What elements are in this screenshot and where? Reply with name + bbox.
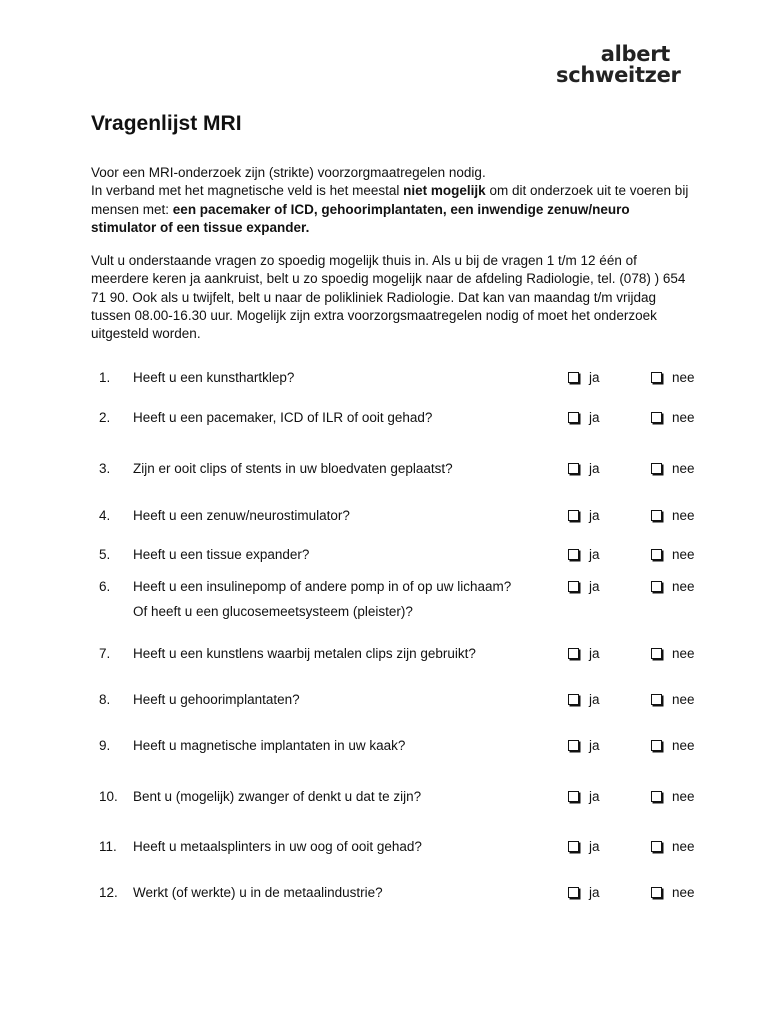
checkbox-nee[interactable]	[651, 841, 662, 852]
checkbox-nee[interactable]	[651, 510, 662, 521]
option-ja[interactable]	[568, 370, 600, 385]
question-number: 11.	[99, 839, 117, 854]
checkbox-ja[interactable]	[568, 791, 579, 802]
checkbox-ja[interactable]	[568, 372, 579, 383]
option-ja[interactable]	[568, 579, 600, 594]
question-number: 8.	[99, 692, 111, 707]
option-label-nee: nee	[672, 547, 695, 562]
checkbox-nee[interactable]	[651, 648, 662, 659]
question-row	[91, 547, 711, 567]
question-row	[91, 885, 711, 905]
option-ja[interactable]	[568, 839, 600, 854]
question-number: 10.	[99, 789, 118, 804]
question-row	[91, 370, 711, 390]
question-number: 6.	[99, 579, 111, 594]
option-ja[interactable]	[568, 508, 600, 523]
checkbox-ja[interactable]	[568, 549, 579, 560]
question-text: Heeft u een kunstlens waarbij metalen clips zijn gebruikt?	[133, 646, 476, 661]
option-label-nee: nee	[672, 370, 695, 385]
checkbox-nee[interactable]	[651, 887, 662, 898]
option-ja[interactable]	[568, 738, 600, 753]
checkbox-ja[interactable]	[568, 581, 579, 592]
checkbox-ja[interactable]	[568, 887, 579, 898]
option-ja[interactable]	[568, 789, 600, 804]
option-label-nee: nee	[672, 508, 695, 523]
question-text: Werkt (of werkte) u in de metaalindustrie?	[133, 885, 383, 900]
question-number: 7.	[99, 646, 111, 661]
question-text: Zijn er ooit clips of stents in uw bloedvaten geplaatst?	[133, 461, 453, 476]
checkbox-ja[interactable]	[568, 740, 579, 751]
option-nee[interactable]	[651, 370, 695, 385]
option-nee[interactable]	[651, 885, 695, 900]
checkbox-nee[interactable]	[651, 581, 662, 592]
checkbox-nee[interactable]	[651, 463, 662, 474]
question-row	[91, 692, 711, 712]
checkbox-ja[interactable]	[568, 510, 579, 521]
instructions-paragraph: Vult u onderstaande vragen zo spoedig mogelijk thuis in. Als u bij de vragen 1 t/m 12 één of meerdere keren ja aankruist, belt u zo spoedig mogelijk naar de afdeling Radiologie, tel. (078) ) 654 71 90. Ook als u twijfelt, belt u naar de polikliniek Radiologie. Dat kan van maandag t/m vrijdag tussen 08.00-16.30 uur. Mogelijk zijn extra voorzorgsmaatregelen nodig of moet het onderzoek uitgesteld worden.	[91, 253, 686, 342]
question-text: Heeft u een zenuw/neurostimulator?	[133, 508, 350, 523]
option-ja[interactable]	[568, 547, 600, 562]
question-text: Heeft u een pacemaker, ICD of ILR of ooit gehad?	[133, 410, 433, 425]
option-nee[interactable]	[651, 410, 695, 425]
checkbox-nee[interactable]	[651, 791, 662, 802]
checkbox-ja[interactable]	[568, 694, 579, 705]
intro-text-b: om dit onderzoek uit te voeren bij mensen met:	[91, 183, 689, 217]
logo-line-1: albert	[600, 42, 670, 66]
option-nee[interactable]	[651, 508, 695, 523]
question-row	[91, 508, 711, 528]
question-row	[91, 738, 711, 758]
option-ja[interactable]	[568, 410, 600, 425]
question-text: Heeft u een insulinepomp of andere pomp in of op uw lichaam?	[133, 579, 512, 594]
question-text: Heeft u gehoorimplantaten?	[133, 692, 300, 707]
checkbox-ja[interactable]	[568, 648, 579, 659]
option-ja[interactable]	[568, 646, 600, 661]
option-label-nee: nee	[672, 410, 695, 425]
option-label-ja: ja	[589, 579, 600, 594]
logo-line-2: schweitzer	[556, 63, 681, 87]
option-label-nee: nee	[672, 646, 695, 661]
option-label-nee: nee	[672, 839, 695, 854]
question-row	[91, 646, 711, 666]
question-number: 4.	[99, 508, 111, 523]
checkbox-ja[interactable]	[568, 412, 579, 423]
question-number: 3.	[99, 461, 111, 476]
question-row	[91, 839, 711, 859]
checkbox-nee[interactable]	[651, 740, 662, 751]
option-nee[interactable]	[651, 738, 695, 753]
option-label-ja: ja	[589, 885, 600, 900]
page-title: Vragenlijst MRI	[91, 112, 242, 135]
question-text: Heeft u een tissue expander?	[133, 547, 310, 562]
option-ja[interactable]	[568, 461, 600, 476]
question-subtext: Of heeft u een glucosemeetsysteem (pleister)?	[133, 604, 413, 619]
intro-bold-b: een pacemaker of ICD, gehoorimplantaten, een inwendige zenuw/neuro stimulator of een tissue expander.	[91, 201, 630, 235]
intro-bold-a: niet mogelijk	[403, 183, 486, 199]
option-label-nee: nee	[672, 579, 695, 594]
question-row	[91, 579, 711, 619]
option-label-nee: nee	[672, 885, 695, 900]
question-text: Heeft u magnetische implantaten in uw kaak?	[133, 738, 406, 753]
albert-schweitzer-logo	[556, 42, 681, 87]
option-nee[interactable]	[651, 461, 695, 476]
option-label-ja: ja	[589, 738, 600, 753]
checkbox-ja[interactable]	[568, 841, 579, 852]
option-label-ja: ja	[589, 646, 600, 661]
option-label-ja: ja	[589, 370, 600, 385]
intro-text-a: In verband met het magnetische veld is het meestal	[91, 183, 404, 199]
option-label-nee: nee	[672, 738, 695, 753]
option-label-nee: nee	[672, 692, 695, 707]
checkbox-nee[interactable]	[651, 372, 662, 383]
option-label-ja: ja	[589, 410, 600, 425]
checkbox-nee[interactable]	[651, 412, 662, 423]
question-text: Bent u (mogelijk) zwanger of denkt u dat te zijn?	[133, 789, 422, 804]
option-label-ja: ja	[589, 508, 600, 523]
option-nee[interactable]	[651, 692, 695, 707]
question-text: Heeft u een kunsthartklep?	[133, 370, 295, 385]
question-text: Heeft u metaalsplinters in uw oog of ooit gehad?	[133, 839, 422, 854]
question-number: 9.	[99, 738, 111, 753]
option-nee[interactable]	[651, 839, 695, 854]
intro-line-2	[91, 182, 691, 237]
question-row	[91, 789, 711, 809]
option-label-ja: ja	[589, 461, 600, 476]
option-nee[interactable]	[651, 789, 695, 804]
option-label-nee: nee	[672, 461, 695, 476]
option-ja[interactable]	[568, 885, 600, 900]
option-label-ja: ja	[589, 789, 600, 804]
option-nee[interactable]	[651, 547, 695, 562]
question-number: 1.	[99, 370, 111, 385]
intro-line-1: Voor een MRI-onderzoek zijn (strikte) voorzorgmaatregelen nodig.	[91, 165, 486, 180]
option-label-ja: ja	[589, 839, 600, 854]
option-ja[interactable]	[568, 692, 600, 707]
question-row	[91, 410, 711, 430]
option-label-nee: nee	[672, 789, 695, 804]
checkbox-ja[interactable]	[568, 463, 579, 474]
question-number: 5.	[99, 547, 111, 562]
checkbox-nee[interactable]	[651, 694, 662, 705]
option-label-ja: ja	[589, 692, 600, 707]
intro-paragraph	[91, 164, 691, 237]
question-row	[91, 461, 711, 481]
option-nee[interactable]	[651, 646, 695, 661]
question-number: 12.	[99, 885, 118, 900]
option-label-ja: ja	[589, 547, 600, 562]
question-number: 2.	[99, 410, 111, 425]
checkbox-nee[interactable]	[651, 549, 662, 560]
option-nee[interactable]	[651, 579, 695, 594]
